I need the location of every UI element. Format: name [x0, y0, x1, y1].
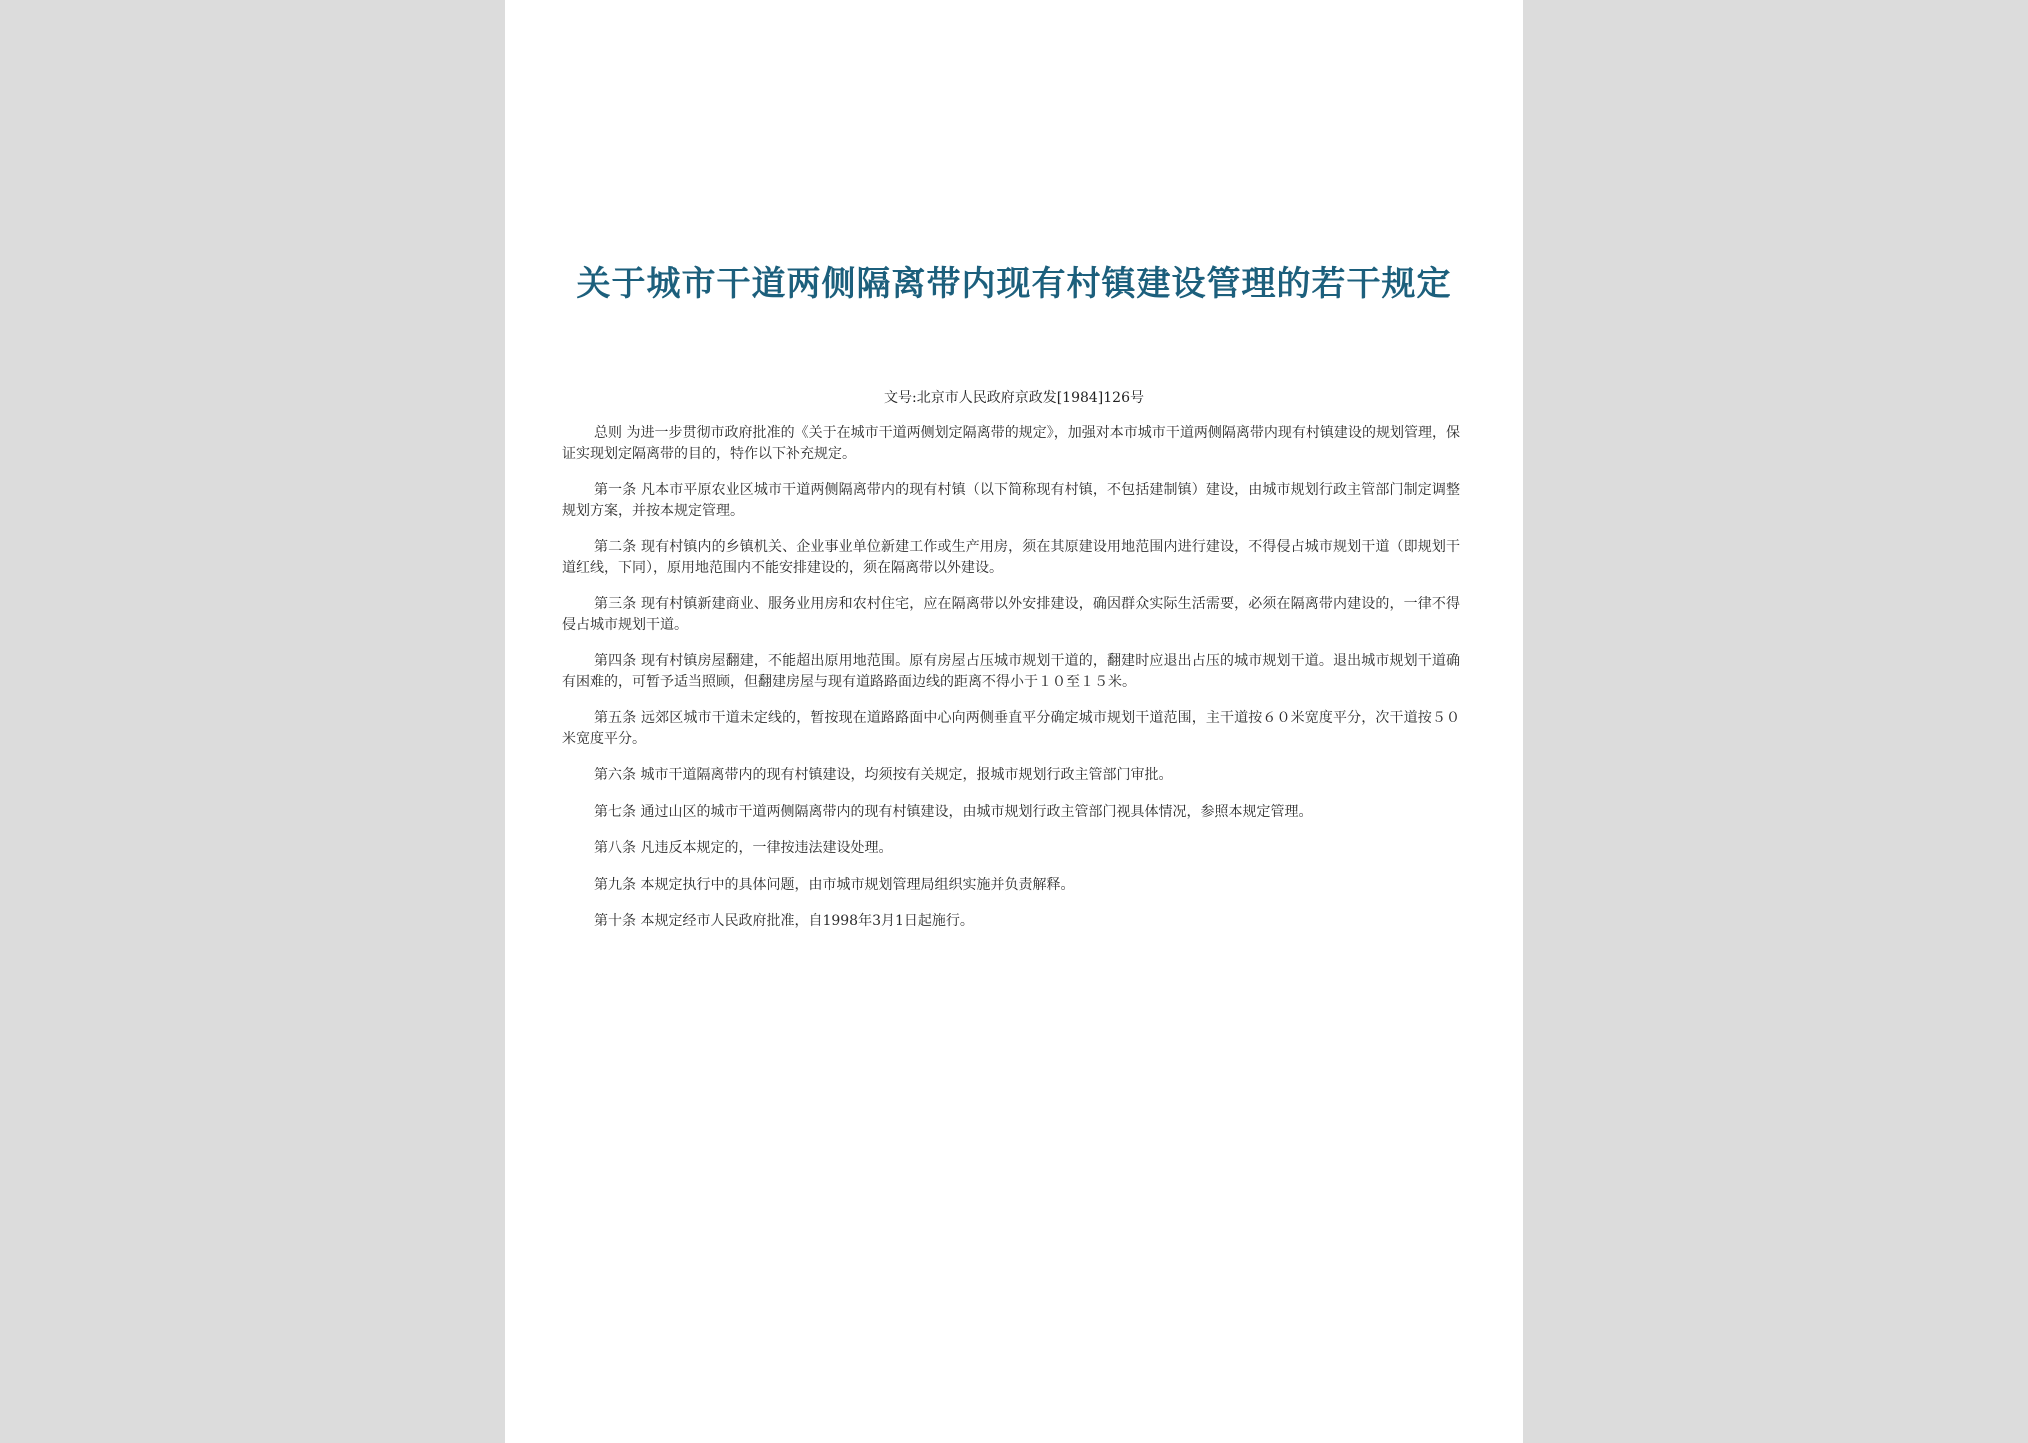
article-3: 第三条 现有村镇新建商业、服务业用房和农村住宅，应在隔离带以外安排建设，确因群众实际生活需要，必须在隔离带内建设的，一律不得侵占城市规划干道。 [562, 596, 1460, 633]
article-general: 总则 为进一步贯彻市政府批准的《关于在城市干道两侧划定隔离带的规定》，加强对本市城市干道两侧隔离带内现有村镇建设的规划管理，保证实现划定隔离带的目的，特作以下补充规定。 [562, 425, 1460, 462]
article-10: 第十条 本规定经市人民政府批准，自1998年3月1日起施行。 [594, 913, 974, 929]
document-page [505, 0, 1523, 1443]
article-8: 第八条 凡违反本规定的，一律按违法建设处理。 [594, 840, 893, 856]
document-title: 关于城市干道两侧隔离带内现有村镇建设管理的若干规定 [576, 264, 1452, 304]
article-list [562, 423, 1460, 948]
article-4: 第四条 现有村镇房屋翻建，不能超出原用地范围。原有房屋占压城市规划干道的，翻建时应退出占压的城市规划干道。退出城市规划干道确有困难的，可暂予适当照顾，但翻建房屋与现有道路路面边线的距离不得小于１０至１５米。 [562, 653, 1460, 690]
document-number: 文号:北京市人民政府京政发[1984]126号 [884, 390, 1144, 406]
article-7: 第七条 通过山区的城市干道两侧隔离带内的现有村镇建设，由城市规划行政主管部门视具体情况，参照本规定管理。 [594, 803, 1313, 820]
article-2: 第二条 现有村镇内的乡镇机关、企业事业单位新建工作或生产用房，须在其原建设用地范围内进行建设，不得侵占城市规划干道（即规划干道红线，下同），原用地范围内不能安排建设的，须在隔离带以外建设。 [562, 539, 1460, 576]
article-6: 第六条 城市干道隔离带内的现有村镇建设，均须按有关规定，报城市规划行政主管部门审批。 [594, 767, 1173, 783]
article-9: 第九条 本规定执行中的具体问题，由市城市规划管理局组织实施并负责解释。 [594, 876, 1075, 893]
article-5: 第五条 远郊区城市干道未定线的，暂按现在道路路面中心向两侧垂直平分确定城市规划干道范围，主干道按６０米宽度平分，次干道按５０米宽度平分。 [562, 710, 1460, 747]
article-1: 第一条 凡本市平原农业区城市干道两侧隔离带内的现有村镇（以下简称现有村镇，不包括建制镇）建设，由城市规划行政主管部门制定调整规划方案，并按本规定管理。 [562, 482, 1460, 519]
